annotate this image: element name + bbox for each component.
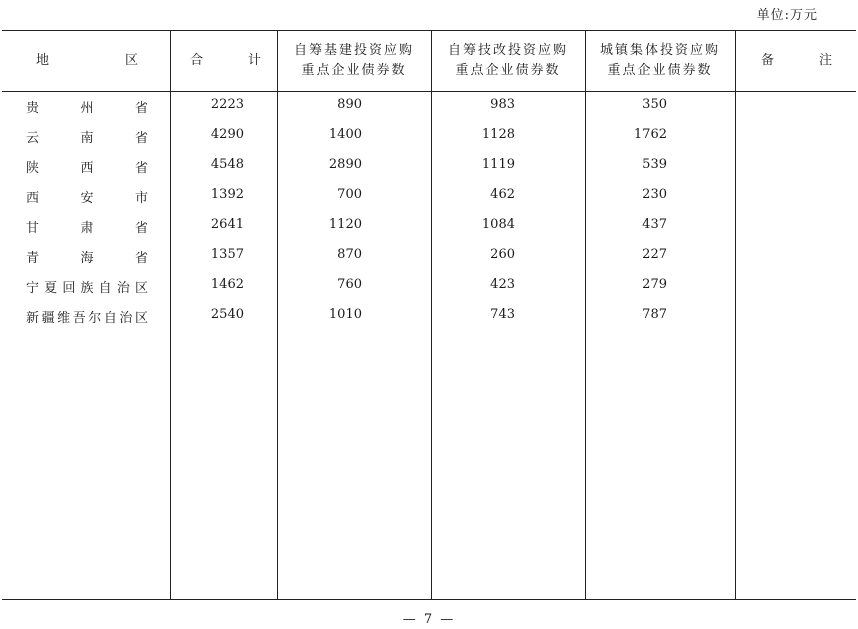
header-total xyxy=(170,31,277,91)
header-line: 重点企业债券数 xyxy=(607,63,713,78)
region-cell: 云南省 xyxy=(26,131,149,146)
bond-table xyxy=(2,30,856,600)
collective-cell: 787 xyxy=(642,307,667,322)
header-line: 自筹基建投资应购 xyxy=(293,43,414,58)
total-cell: 2540 xyxy=(210,307,244,322)
header-line: 重点企业债券数 xyxy=(455,63,561,78)
table-row xyxy=(2,92,856,122)
table-row xyxy=(2,302,856,332)
collective-cell: 539 xyxy=(642,157,667,172)
collective-cell: 227 xyxy=(642,247,667,262)
region-cell: 甘肃省 xyxy=(26,221,149,236)
region-cell: 陕西省 xyxy=(26,161,149,176)
renovation-cell: 983 xyxy=(490,97,515,112)
region-cell: 青海省 xyxy=(26,251,149,266)
table-row xyxy=(2,272,856,302)
renovation-cell: 260 xyxy=(490,247,515,262)
header-region-char: 地 xyxy=(36,53,52,68)
total-cell: 4290 xyxy=(210,127,244,142)
table-row xyxy=(2,212,856,242)
table-row xyxy=(2,182,856,212)
header-total-char: 合 xyxy=(190,53,206,68)
region-cell: 新疆维吾尔自治区 xyxy=(26,311,149,326)
table-row xyxy=(2,122,856,152)
construction-cell: 1120 xyxy=(328,217,362,232)
construction-cell: 1010 xyxy=(328,307,362,322)
header-line: 重点企业债券数 xyxy=(301,63,407,78)
header-remarks xyxy=(735,31,856,91)
collective-cell: 350 xyxy=(642,97,667,112)
construction-cell: 870 xyxy=(337,247,362,262)
total-cell: 2641 xyxy=(210,217,244,232)
renovation-cell: 1119 xyxy=(481,157,515,172)
total-cell: 2223 xyxy=(210,97,244,112)
construction-cell: 760 xyxy=(337,277,362,292)
header-region xyxy=(2,31,170,91)
construction-cell: 1400 xyxy=(328,127,362,142)
construction-cell: 700 xyxy=(337,187,362,202)
table-row xyxy=(2,152,856,182)
region-cell: 西安市 xyxy=(26,191,149,206)
renovation-cell: 1128 xyxy=(481,127,515,142)
collective-cell: 437 xyxy=(642,217,667,232)
total-cell: 1357 xyxy=(210,247,244,262)
renovation-cell: 423 xyxy=(490,277,515,292)
header-self-funded-construction xyxy=(277,31,431,91)
collective-cell: 230 xyxy=(642,187,667,202)
header-remarks-char: 备 xyxy=(761,53,777,68)
page-number: — 7 — xyxy=(402,612,456,627)
region-cell: 贵州省 xyxy=(26,101,149,116)
total-cell: 4548 xyxy=(210,157,244,172)
header-line: 自筹技改投资应购 xyxy=(447,43,568,58)
total-cell: 1392 xyxy=(210,187,244,202)
total-cell: 1462 xyxy=(210,277,244,292)
header-region-char: 区 xyxy=(124,53,140,68)
header-line: 城镇集体投资应购 xyxy=(599,43,720,58)
collective-cell: 1762 xyxy=(633,127,667,142)
renovation-cell: 743 xyxy=(490,307,515,322)
header-collective-investment xyxy=(585,31,735,91)
renovation-cell: 1084 xyxy=(481,217,515,232)
header-remarks-char: 注 xyxy=(818,53,834,68)
collective-cell: 279 xyxy=(642,277,667,292)
table-row xyxy=(2,242,856,272)
header-self-funded-renovation xyxy=(431,31,585,91)
region-cell: 宁夏回族自治区 xyxy=(26,281,149,296)
renovation-cell: 462 xyxy=(490,187,515,202)
unit-label: 单位:万元 xyxy=(756,8,818,23)
construction-cell: 890 xyxy=(337,97,362,112)
header-total-char: 计 xyxy=(247,53,263,68)
construction-cell: 2890 xyxy=(328,157,362,172)
